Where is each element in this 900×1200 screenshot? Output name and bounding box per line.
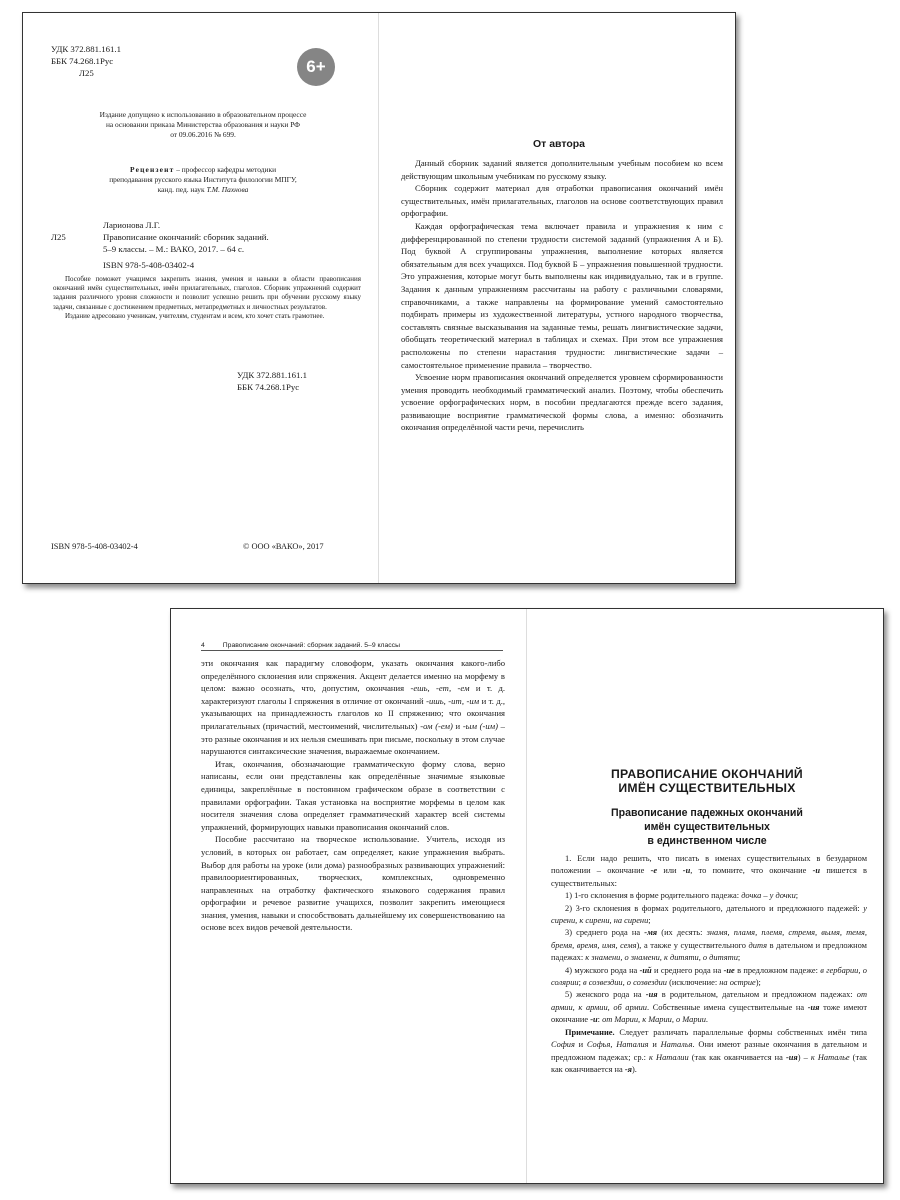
book-title-line: 5–9 классы. – М.: ВАКО, 2017. – 64 с. [103,244,245,255]
imprint-page [23,13,379,583]
section-title-line: ИМЁН СУЩЕСТВИТЕЛЬНЫХ [618,781,796,795]
body-paragraph: Итак, окончания, обозначающие грамматическую форму слова, верно написаны, если они представлены как определённые значимые языковые единицы, закреплённые в постоянном графическом образе в соответствии с правилами орфографии. Такая установка на восприятие морфемы в целом как носителя значения слова определяет грамматический характер всей системы упражнений, формирующих навыки правописания окончаний слов. [201,758,505,832]
reviewer-label: Рецензент [129,165,175,174]
bbk-bottom: ББК 74.268.1Рус [237,382,300,392]
page-4-text [201,657,505,934]
running-head [201,642,503,651]
annotation [53,275,361,321]
reviewer-line: канд. пед. наук [157,185,207,194]
rule-item: 1) 1-го склонения в форме родительного падежа: дочка – у дочки; [565,891,799,901]
bibliographic-entry [103,219,373,271]
udk-bottom: УДК 372.881.161.1 [237,370,307,380]
reviewer-line: – профессор кафедры методики [174,165,277,174]
spread-2 [170,608,884,1184]
reviewer-note [43,165,363,195]
classification-block [51,43,121,79]
body-paragraph: эти окончания как парадигму словоформ, указать окончания какого-либо определённого склонения или спряжения. Акцент делается именно на морфему в целом: важно осознать, что, допустим, окончания -ешь, -ет, -ем и т. д. характеризуют глаголы I спряжения в отличие от окончаний -ишь, -ит, -им и т. д., указывающих на принадлежность глаголов ко II спряжению; что окончания прилагательных (причастий, местоимений, числительных) -ом (-ем) и -ым (-им) – это разные окончания и их нельзя смешивать при письме, поскольку в этом случае нарушаются синтаксические значения, выражаемые окончанием. [201,658,505,757]
book-title-line: Правописание окончаний: сборник заданий. [103,232,269,243]
approval-line: Издание допущено к использованию в образовательном процессе [99,110,307,119]
annotation-paragraph: Пособие поможет учащимся закрепить знания, умения и навыки в области правописания окончаний имён существительных, имён прилагательных, глаголов. Сборник упражнений содержит задания различного уровня сложности и позволит успешно решить при обучении русскому языку задачи, связанные с достижением предметных, метапредметных и личностных результатов. [53,275,361,311]
author-code-left: Л25 [51,232,66,242]
reviewer-name: Т.М. Пахнова [206,185,249,194]
rule-text [551,853,867,1076]
page-5 [527,609,883,1183]
rule-note: Примечание. Следует различать параллельные формы собственных имён типа София и Софья, Наталия и Наталья. Они имеют разные окончания в дательном и предложном падежах; ср.: к Наталии (так как оканчивается на -ия) – к Наталье (так как оканчивается на -я). [551,1027,868,1074]
reviewer-line: преподавания русского языка Института филологии МПГУ, [109,175,297,184]
preface-paragraph: Усвоение норм правописания окончаний определяется уровнем сформированности умения проводить необходимый грамматический анализ. Поэтому, чтобы обеспечить усвоение орфографических норм, в пособии предлагаются прежде всего задания, развивающие восприятие грамматической формы слова, а именно: обозначить окончания определённой части речи, перечислить [401,372,723,433]
rule-paragraph: 1. Если надо решить, что писать в именах существительных в безударном положении – окончание -е или -и, то помните, что окончание -и пишется в существительных: [551,854,867,888]
subsection-title [537,806,877,848]
preface-paragraph: Сборник содержит материал для отработки правописания окончаний имён существительных, имён прилагательных, глаголов на основе соответствующих правил орфографии. [401,183,723,219]
classification-bottom [237,369,307,393]
approval-line: от 09.06.2016 № 699. [170,130,236,139]
author-name: Ларионова Л.Г. [103,220,161,230]
isbn: ISBN 978-5-408-03402-4 [103,259,195,270]
subsection-title-line: имён существительных [644,821,770,833]
preface-paragraph: Данный сборник заданий является дополнительным учебным пособием ко всем действующим школьным учебникам по русскому языку. [401,158,723,181]
approval-note [43,110,363,140]
subsection-title-line: в единственном числе [647,835,767,847]
preface-paragraph: Каждая орфографическая тема включает правила и упражнения к ним с дифференцированной по степени трудности системой заданий (упражнения А и Б). Под буквой А сгруппированы упражнения, выполнение которых является обязательным для всех учащихся. Под буквой Б – упражнения повышенной трудности. Это упражнения, которые могут быть выполнены как индивидуально, так и в группе. Задания к данным упражнениям рассчитаны на работу с различными словарями, справочниками, а также направлены на формирование умений самостоятельно подбирать примеры из художественной литературы, устного народного творчества, составлять связные высказывания на заданные темы, решать лингвистические задачи, обобщать теоретический материал в таблицах и схемах. При этом все упражнения расположены по степени нарастания трудности: лингвистические задачи – самостоятельное применение правила – творчество. [401,220,723,370]
rule-item: 2) 3-го склонения в формах родительного, дательного и предложного падежей: у сирени, к сирени, на сирени; [551,903,867,926]
approval-line: на основании приказа Министерства образования и науки РФ [105,120,301,129]
footer-isbn: ISBN 978-5-408-03402-4 [51,542,138,551]
udk-code: УДК 372.881.161.1 [51,44,121,54]
section-title [537,767,877,795]
page-number: 4 [201,642,205,649]
rule-item: 3) среднего рода на -мя (их десять: знамя, пламя, племя, стремя, вымя, темя, бремя, время, имя, семя), а также у существительного дитя в дательном и предложном падежах: к знамени, о знамени, к дитяти, о дитяти; [551,928,867,963]
age-rating-badge: 6+ [297,48,335,86]
subsection-title-line: Правописание падежных окончаний [611,807,803,819]
section-title-line: ПРАВОПИСАНИЕ ОКОНЧАНИЙ [611,767,803,781]
author-code: Л25 [79,68,94,78]
rule-item: 4) мужского рода на -ий и среднего рода на -ие в предложном падеже: в гербарии, о солярии; в созвездии, о созвездии (исключение: на острие); [551,965,867,988]
preface-text [401,157,723,434]
preface-heading: От автора [532,138,586,150]
bbk-code: ББК 74.268.1Рус [51,56,114,66]
footer-copyright: © ООО «ВАКО», 2017 [243,542,324,551]
annotation-paragraph: Издание адресовано ученикам, учителям, студентам и всем, кто хочет стать грамотнее. [65,311,325,320]
rule-item: 5) женского рода на -ия в родительном, дательном и предложном падежах: от армии, к армии, об армии. Собственные имена существительные на -ия тоже имеют окончание -и: от Марии, к Марии, о Марии. [551,990,868,1025]
body-paragraph: Пособие рассчитано на творческое использование. Учитель, исходя из условий, в которых он работает, сам определяет, какие упражнения выбрать. Выбор для работы на уроке (или дома) разнообразных развивающих упражнений: правилоориентированных, творческих, комплексных, одновременно направленных на отработку фактического языкового содержания правил орфографии и речевое развитие учащихся, позволит закрепить имеющиеся знания, умения, навыки и способствовать дальнейшему их совершенствованию на основе всех видов речевой деятельности. [201,834,505,933]
running-title: Правописание окончаний: сборник заданий. 5–9 классы [222,642,400,649]
page-4 [171,609,527,1183]
spread-1 [22,12,736,584]
author-preface-page [379,13,735,583]
